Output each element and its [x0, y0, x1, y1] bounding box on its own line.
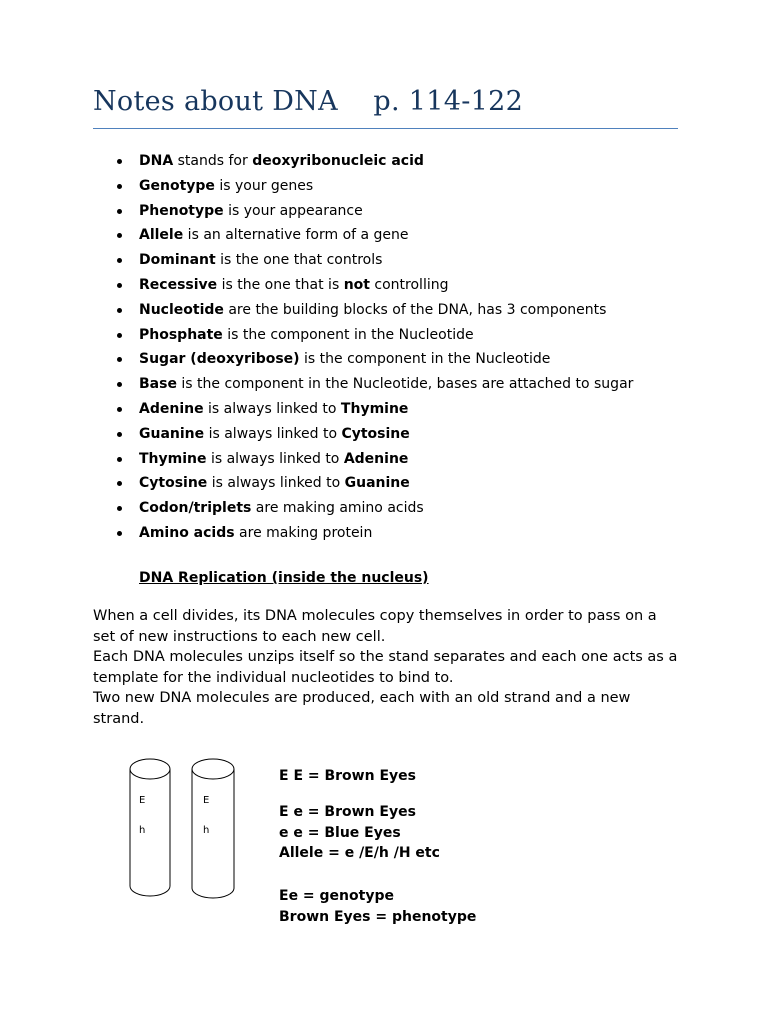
- genotype-note: Allele = e /E/h /H etc: [279, 845, 440, 861]
- list-item: Genotype is your genes: [115, 175, 715, 200]
- bullet-icon: [117, 184, 122, 189]
- paragraph-line: template for the individual nucleotides to bind to.: [93, 669, 454, 686]
- bullet-icon: [117, 357, 122, 362]
- section-heading: DNA Replication (inside the nucleus): [139, 570, 429, 586]
- genotype-note: e e = Blue Eyes: [279, 824, 401, 841]
- list-item: Guanine is always linked to Cytosine: [115, 423, 715, 448]
- tube-right-top-label: E: [203, 795, 210, 806]
- list-item: DNA stands for deoxyribonucleic acid: [115, 150, 715, 175]
- genotype-note: E E = Brown Eyes: [279, 768, 416, 784]
- notes-list: [115, 150, 715, 547]
- genotype-notes-group-3: [279, 886, 476, 927]
- genotype-notes-group-1: [279, 766, 416, 787]
- bullet-icon: [117, 209, 122, 214]
- list-item: Sugar (deoxyribose) is the component in the Nucleotide: [115, 348, 715, 373]
- chromosome-tubes-figure: [125, 752, 250, 906]
- list-item: Allele is an alternative form of a gene: [115, 224, 715, 249]
- bullet-icon: [117, 333, 122, 338]
- list-item: Base is the component in the Nucleotide, bases are attached to sugar: [115, 373, 715, 398]
- list-item: Phosphate is the component in the Nucleotide: [115, 324, 715, 349]
- list-item: Amino acids are making protein: [115, 522, 715, 547]
- list-item: Phenotype is your appearance: [115, 200, 715, 225]
- tube-left-bottom-label: h: [139, 825, 146, 836]
- genotype-note: E e = Brown Eyes: [279, 804, 416, 820]
- list-item: Cytosine is always linked to Guanine: [115, 472, 715, 497]
- genotype-note: Ee = genotype: [279, 888, 394, 904]
- bullet-icon: [117, 233, 122, 238]
- paragraph-line: Each DNA molecules unzips itself so the stand separates and each one acts as a: [93, 649, 678, 665]
- bullet-icon: [117, 258, 122, 263]
- bullet-icon: [117, 481, 122, 486]
- replication-paragraph: [93, 606, 693, 729]
- bullet-icon: [117, 506, 122, 511]
- list-item: Adenine is always linked to Thymine: [115, 398, 715, 423]
- bullet-icon: [117, 283, 122, 288]
- bullet-icon: [117, 382, 122, 387]
- list-item: Recessive is the one that is not controlling: [115, 274, 715, 299]
- tube-right: [192, 759, 234, 898]
- bullet-icon: [117, 159, 122, 164]
- title-underline: [93, 128, 678, 129]
- paragraph-line: When a cell divides, its DNA molecules copy themselves in order to pass on a: [93, 608, 657, 624]
- list-item: Nucleotide are the building blocks of the DNA, has 3 components: [115, 299, 715, 324]
- list-item: Codon/triplets are making amino acids: [115, 497, 715, 522]
- paragraph-line: Two new DNA molecules are produced, each with an old strand and a new: [93, 690, 631, 706]
- tube-left-top-label: E: [139, 795, 146, 806]
- paragraph-line: set of new instructions to each new cell.: [93, 628, 386, 645]
- bullet-icon: [117, 407, 122, 412]
- genotype-notes-group-2: [279, 802, 440, 864]
- bullet-icon: [117, 457, 122, 462]
- list-item: Thymine is always linked to Adenine: [115, 448, 715, 473]
- page-title: Notes about DNA p. 114-122: [93, 86, 524, 117]
- list-item: Dominant is the one that controls: [115, 249, 715, 274]
- tube-left: [130, 759, 170, 896]
- bullet-icon: [117, 531, 122, 536]
- bullet-icon: [117, 308, 122, 313]
- tube-right-bottom-label: h: [203, 825, 210, 836]
- genotype-note: Brown Eyes = phenotype: [279, 908, 477, 925]
- bullet-icon: [117, 432, 122, 437]
- paragraph-line: strand.: [93, 710, 145, 727]
